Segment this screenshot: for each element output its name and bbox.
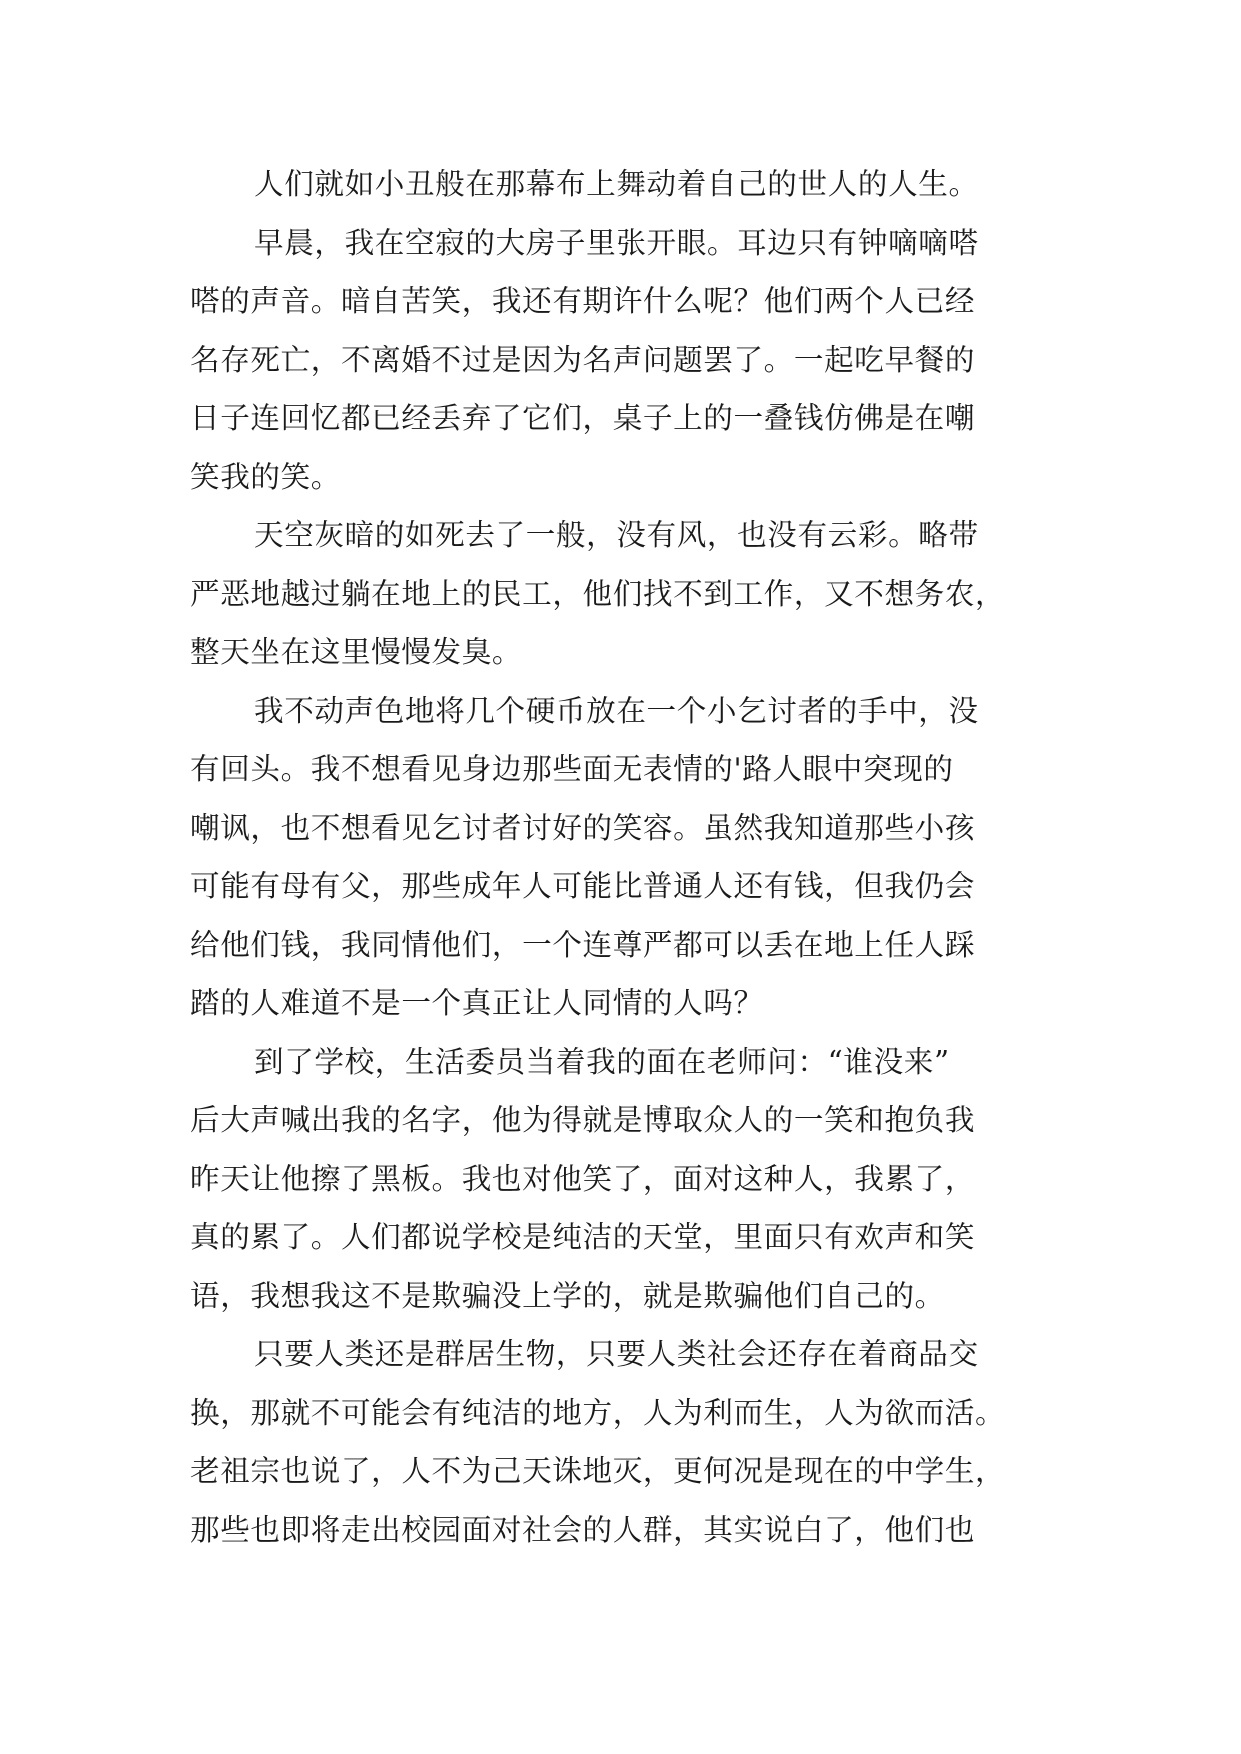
text-line: 那些也即将走出校园面对社会的人群，其实说白了，他们也 bbox=[190, 1512, 976, 1547]
text-line: 有回头。我不想看见身边那些面无表情的'路人眼中突现的 bbox=[190, 752, 954, 786]
text-line: 昨天让他擦了黑板。我也对他笑了，面对这种人，我累了， bbox=[190, 1161, 976, 1196]
text-line: 我不动声色地将几个硬币放在一个小乞讨者的手中，没 bbox=[254, 693, 979, 728]
text-line: 给他们钱，我同情他们，一个连尊严都可以丢在地上任人踩 bbox=[190, 927, 976, 962]
text-line: 日子连回忆都已经丢弃了它们，桌子上的一叠钱仿佛是在嘲 bbox=[190, 401, 976, 435]
text-line: 严恶地越过躺在地上的民工，他们找不到工作，又不想务农， bbox=[190, 576, 1006, 611]
document-body bbox=[190, 155, 1070, 1559]
text-line: 整天坐在这里慢慢发臭。 bbox=[190, 635, 523, 669]
text-line: 人们就如小丑般在那幕布上舞动着自己的世人的人生。 bbox=[254, 167, 979, 201]
text-line: 换，那就不可能会有纯洁的地方，人为利而生，人为欲而活。 bbox=[190, 1395, 1006, 1430]
text-line: 语，我想我这不是欺骗没上学的，就是欺骗他们自己的。 bbox=[190, 1278, 945, 1313]
text-line: 笑我的笑。 bbox=[190, 459, 341, 494]
text-line: 只要人类还是群居生物，只要人类社会还存在着商品交 bbox=[254, 1337, 979, 1371]
text-line: 可能有母有父，那些成年人可能比普通人还有钱，但我仍会 bbox=[190, 869, 976, 903]
text-line: 真的累了。人们都说学校是纯洁的天堂，里面只有欢声和笑 bbox=[190, 1220, 976, 1254]
text-line: 到了学校，生活委员当着我的面在老师问：“谁没来” bbox=[254, 1044, 950, 1079]
text-line: 早晨，我在空寂的大房子里张开眼。耳边只有钟嘀嘀嗒 bbox=[254, 225, 979, 260]
text-line: 嘲讽，也不想看见乞讨者讨好的笑容。虽然我知道那些小孩 bbox=[190, 810, 976, 845]
text-line: 嗒的声音。暗自苦笑，我还有期许什么呢？他们两个人已经 bbox=[190, 284, 976, 318]
text-line: 踏的人难道不是一个真正让人同情的人吗？ bbox=[190, 986, 764, 1020]
text-line: 天空灰暗的如死去了一般，没有风，也没有云彩。略带 bbox=[254, 518, 979, 552]
text-line: 名存死亡，不离婚不过是因为名声问题罢了。一起吃早餐的 bbox=[190, 342, 976, 377]
text-line: 后大声喊出我的名字，他为得就是博取众人的一笑和抱负我 bbox=[190, 1103, 976, 1137]
text-line: 老祖宗也说了，人不为己天诛地灭，更何况是现在的中学生， bbox=[190, 1454, 1006, 1488]
